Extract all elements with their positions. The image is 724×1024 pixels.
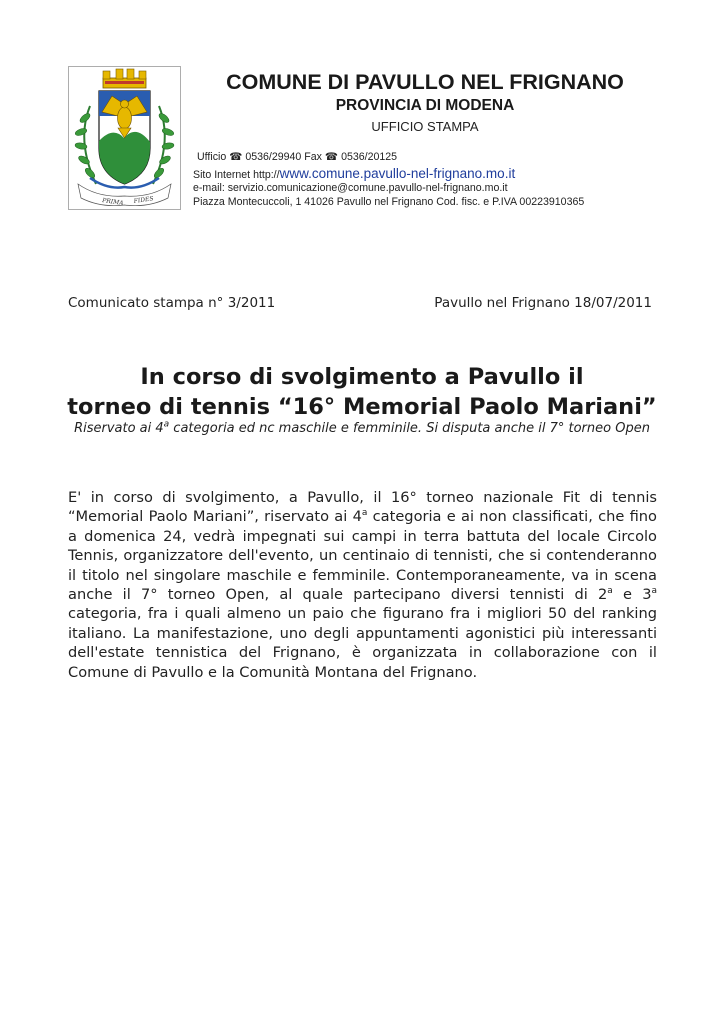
fax-label: Fax [304,151,322,163]
press-release-number: Comunicato stampa n° 3/2011 [68,295,276,311]
website-label: Sito Internet http:// [193,169,280,181]
body-text-2: categoria e ai non classificati, che fino a domenica 24, vedrà impegnati sui campi in terra battuta del locale Circolo Tennis, organizzatore dell'evento, un centinaio di tennisti, che si contenderanno il titolo nel singolare maschile e femminile. Contemporaneamente, va in scena anche il 7° torneo Open, al quale partecipano diversi tennisti di 2 [68,508,657,604]
body-text-3: e 3 [612,586,652,604]
subtitle-text-b: categoria ed nc maschile e femminile. Si disputa anche il 7° torneo Open [169,421,650,436]
address-line: Piazza Montecuccoli, 1 41026 Pavullo nel Frignano Cod. fisc. e P.IVA 00223910365 [193,196,585,208]
phone-icon: ☎ [229,151,243,163]
subtitle-text-a: Riservato ai 4 [74,421,164,436]
office-label: Ufficio [197,151,227,163]
svg-text:FIDES: FIDES [133,195,154,205]
article-body [68,488,657,682]
fax-phone-icon: ☎ [324,151,339,163]
phone-number: 0536/29940 [245,151,302,163]
body-text-1: E' in corso di svolgimento, a Pavullo, il 16° torneo nazionale Fit di tennis “Memorial Paolo Mariani”, riservato ai 4 [68,489,657,526]
body-superscript-3: a [651,586,657,597]
fax-number: 0536/20125 [341,151,398,163]
svg-text:PRIMA: PRIMA [101,197,124,207]
place-date: Pavullo nel Frignano 18/07/2011 [434,295,652,311]
phone-fax-line [197,151,397,163]
subtitle [40,421,684,436]
crown-icon [103,69,146,88]
headline-line-1: In corso di svolgimento a Pavullo il [140,364,584,390]
municipality-title: COMUNE DI PAVULLO NEL FRIGNANO [226,70,624,94]
province-name: PROVINCIA DI MODENA [335,97,515,114]
municipal-coat-of-arms-logo [68,66,181,210]
website-line [193,166,515,181]
body-superscript-2: a [607,586,613,597]
body-superscript-1: a [361,508,368,519]
subtitle-superscript: a [163,419,170,430]
website-link[interactable]: www.comune.pavullo-nel-frignano.mo.it [279,166,516,181]
office-name: UFFICIO STAMPA [371,119,479,134]
email-line: e-mail: servizio.comunicazione@comune.pavullo-nel-frignano.mo.it [193,182,508,194]
headline-line-2: torneo di tennis “16° Memorial Paolo Mariani” [67,394,657,420]
body-text-4: categoria, fra i quali almeno un paio che figurano fra i migliori 50 del ranking italiano. La manifestazione, uno degli appuntamenti agonistici più interessanti dell'estate tennistica del Frignano, è organizzata in collaborazione con il Comune di Pavullo e la Comunità Montana del Frignano. [68,605,657,681]
